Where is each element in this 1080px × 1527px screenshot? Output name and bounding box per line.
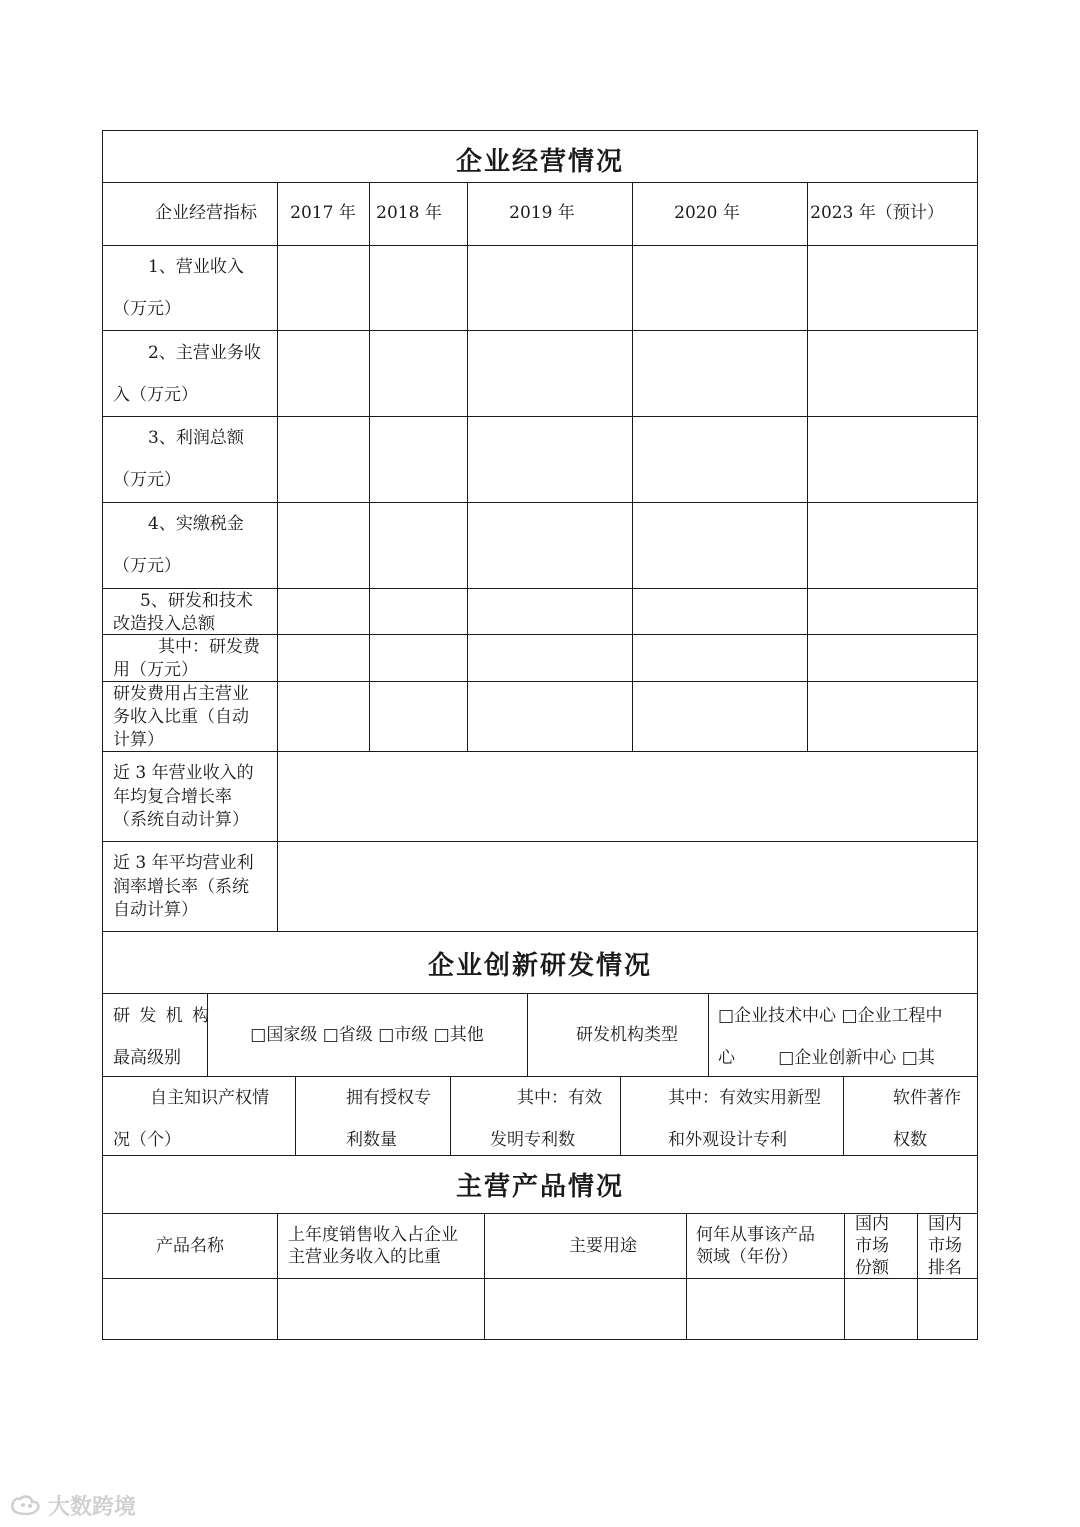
header-2018: 2018 年 <box>376 203 442 223</box>
header-indicator: 企业经营指标 <box>155 203 257 223</box>
ip-label: 其中：有效实用新型 <box>668 1088 821 1108</box>
row-label: 其中：研发费 <box>158 637 260 657</box>
row-label: （万元） <box>113 556 181 576</box>
row-label: 改造投入总额 <box>113 614 215 634</box>
ip-label: 况（个） <box>113 1130 181 1150</box>
row-label: （系统自动计算） <box>113 810 249 830</box>
ip-label: 自主知识产权情 <box>150 1088 269 1108</box>
header-2023: 2023 年（预计） <box>810 203 944 223</box>
row-label: （万元） <box>113 470 181 490</box>
watermark-text: 大数跨境 <box>48 1495 137 1520</box>
rnd-type-options[interactable]: 心 □企业创新中心 □其 <box>718 1048 935 1068</box>
section-title-operations: 企业经营情况 <box>455 147 624 177</box>
col-market-share: 国内 <box>855 1214 889 1234</box>
row-label: 入（万元） <box>113 385 198 405</box>
row-label: 务收入比重（自动 <box>113 707 249 727</box>
row-label: 1、营业收入 <box>148 257 244 277</box>
col-main-use: 主要用途 <box>569 1236 637 1256</box>
header-2019: 2019 年 <box>509 203 575 223</box>
row-label: （万元） <box>113 299 181 319</box>
col-market-share: 份额 <box>855 1258 889 1278</box>
section-title-rnd: 企业创新研发情况 <box>427 951 652 981</box>
ip-label: 其中：有效 <box>517 1088 602 1108</box>
row-label: 研发费用占主营业 <box>113 684 249 704</box>
row-label: 3、利润总额 <box>148 428 244 448</box>
header-2017: 2017 年 <box>290 203 356 223</box>
row-label: 近 3 年平均营业利 <box>113 853 254 873</box>
row-label: 近 3 年营业收入的 <box>113 763 254 783</box>
col-market-rank: 市场 <box>928 1236 962 1256</box>
ip-label: 发明专利数 <box>490 1130 575 1150</box>
row-label: 4、实缴税金 <box>148 514 244 534</box>
ip-label: 软件著作 <box>893 1088 961 1108</box>
header-2020: 2020 年 <box>674 203 740 223</box>
rnd-org-level-label: 研 发 机 构 <box>113 1006 212 1026</box>
col-ratio: 上年度销售收入占企业 <box>288 1225 458 1245</box>
watermark <box>8 1490 136 1521</box>
section-title-products: 主营产品情况 <box>455 1172 624 1202</box>
row-label: 用（万元） <box>113 660 198 680</box>
row-label: 2、主营业务收 <box>148 343 261 363</box>
col-start-year: 领域（年份） <box>696 1247 798 1267</box>
rnd-type-options[interactable]: □企业技术中心 □企业工程中 <box>718 1006 943 1026</box>
col-market-share: 市场 <box>855 1236 889 1256</box>
rnd-org-type-label: 研发机构类型 <box>576 1025 678 1045</box>
col-market-rank: 国内 <box>928 1214 962 1234</box>
rnd-org-level-label: 最高级别 <box>113 1048 181 1068</box>
ip-label: 和外观设计专利 <box>668 1130 787 1150</box>
ip-label: 拥有授权专 <box>346 1088 431 1108</box>
col-market-rank: 排名 <box>928 1258 962 1278</box>
col-product-name: 产品名称 <box>156 1236 224 1256</box>
row-label: 润率增长率（系统 <box>113 877 249 897</box>
col-start-year: 何年从事该产品 <box>696 1225 815 1245</box>
row-label: 年均复合增长率 <box>113 787 232 807</box>
col-ratio: 主营业务收入的比重 <box>288 1247 441 1267</box>
ip-label: 利数量 <box>346 1130 397 1150</box>
ip-label: 权数 <box>893 1130 927 1150</box>
watermark-logo-icon <box>8 1493 44 1519</box>
row-label: 计算） <box>113 730 164 750</box>
row-label: 自动计算） <box>113 900 198 920</box>
row-label: 5、研发和技术 <box>140 591 253 611</box>
rnd-level-options[interactable]: □国家级 □省级 □市级 □其他 <box>250 1025 484 1045</box>
